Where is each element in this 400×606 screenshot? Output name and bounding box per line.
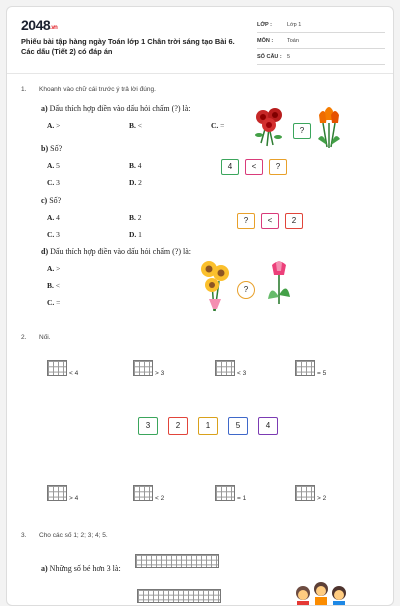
number-box[interactable]: 1 — [198, 417, 218, 435]
option-letter: D. — [129, 178, 137, 187]
sub-label: b) — [41, 144, 49, 153]
option[interactable] — [47, 213, 60, 222]
sub-text: Dấu thích hợp điền vào dấu hỏi chấm (?) là: — [50, 247, 191, 256]
option-letter: C. — [47, 298, 55, 307]
option-value: 5 — [56, 161, 60, 170]
option[interactable] — [47, 121, 60, 130]
option-letter: C. — [47, 230, 55, 239]
subquestion-a — [41, 564, 121, 573]
comparison-label: = 5 — [317, 370, 327, 377]
meta-value: 5 — [287, 54, 291, 60]
orange-tulips-image — [315, 105, 343, 149]
option-letter: D. — [129, 230, 137, 239]
sub-label: d) — [41, 247, 49, 256]
answer-circle[interactable]: ? — [237, 281, 255, 299]
sub-text: Dấu thích hợp điền vào dấu hỏi chấm (?) là: — [49, 104, 191, 113]
worksheet — [6, 6, 394, 606]
answer-grid[interactable] — [47, 360, 67, 376]
option[interactable] — [47, 230, 60, 239]
option[interactable] — [129, 213, 142, 222]
meta-question-count — [257, 51, 385, 65]
logo-text: 2048 — [21, 17, 51, 33]
meta-key: SỐ CÂU : — [257, 54, 282, 60]
question-number: 1. — [21, 86, 27, 93]
option[interactable] — [211, 121, 224, 130]
option[interactable] — [47, 264, 60, 273]
meta-subject — [257, 35, 385, 49]
number-box[interactable]: 5 — [228, 417, 248, 435]
meta-key: LỚP : — [257, 22, 272, 28]
option-letter: A. — [47, 161, 55, 170]
option-value: < — [137, 121, 142, 130]
number-box[interactable]: 3 — [138, 417, 158, 435]
option-letter: A. — [47, 121, 55, 130]
option-value: 1 — [138, 230, 142, 239]
option-value: < — [55, 281, 60, 290]
question-number: 2. — [21, 334, 27, 341]
comparison-label: < 4 — [69, 370, 79, 377]
option-value: 4 — [56, 213, 60, 222]
answer-grid[interactable] — [133, 360, 153, 376]
header-divider — [7, 73, 394, 74]
comparison-label: = 1 — [237, 495, 247, 502]
document-title: Phiếu bài tập hàng ngày Toán lớp 1 Chân trời sáng tạo Bài 6. Các dấu (Tiết 2) có đáp án — [21, 37, 235, 56]
option-value: 3 — [56, 178, 60, 187]
subquestion-c — [41, 196, 61, 205]
question-number: 3. — [21, 532, 27, 539]
logo-suffix: .vn — [50, 25, 58, 31]
sub-text: Số? — [49, 196, 62, 205]
number-box: 2 — [285, 213, 303, 229]
answer-box[interactable]: ? — [293, 123, 311, 139]
option-letter: B. — [129, 121, 136, 130]
number-box[interactable]: 4 — [258, 417, 278, 435]
comparison-label: < 2 — [155, 495, 165, 502]
answer-grid[interactable] — [215, 360, 235, 376]
sub-label: a) — [41, 104, 48, 113]
meta-value: Lớp 1 — [287, 22, 302, 28]
option-value: > — [56, 264, 61, 273]
option-value: = — [220, 121, 225, 130]
number-box: 4 — [221, 159, 239, 175]
question-text: Cho các số 1; 2; 3; 4; 5. — [39, 532, 108, 539]
pink-tulip-image — [265, 259, 293, 305]
sub-label: a) — [41, 564, 48, 573]
sub-text: Những số bé hơn 3 là: — [49, 564, 121, 573]
sub-label: c) — [41, 196, 48, 205]
writing-grid[interactable] — [135, 554, 219, 568]
answer-grid[interactable] — [215, 485, 235, 501]
option-letter: B. — [129, 161, 136, 170]
red-roses-image — [251, 105, 287, 147]
question-text: Khoanh vào chữ cái trước ý trả lời đúng. — [39, 86, 156, 93]
option[interactable] — [129, 178, 142, 187]
subquestion-a — [41, 104, 191, 113]
option-letter: A. — [47, 213, 55, 222]
option-letter: A. — [47, 264, 55, 273]
children-image — [291, 581, 351, 606]
answer-box[interactable]: ? — [269, 159, 287, 175]
answer-grid[interactable] — [47, 485, 67, 501]
subquestion-d — [41, 247, 191, 256]
option[interactable] — [129, 230, 142, 239]
option[interactable] — [47, 178, 60, 187]
option-value: 2 — [138, 178, 142, 187]
option[interactable] — [47, 281, 60, 290]
number-box[interactable]: 2 — [168, 417, 188, 435]
comparison-label: > 2 — [317, 495, 327, 502]
comparison-label: < 3 — [237, 370, 247, 377]
option[interactable] — [129, 161, 142, 170]
option-value: 4 — [137, 161, 142, 170]
option-letter: B. — [129, 213, 136, 222]
option-letter: B. — [47, 281, 54, 290]
sign-box: < — [245, 159, 263, 175]
sunflower-bouquet-image — [197, 257, 233, 313]
answer-grid[interactable] — [133, 485, 153, 501]
option[interactable] — [47, 298, 60, 307]
site-logo[interactable] — [21, 17, 57, 33]
subquestion-b — [41, 144, 62, 153]
question-text: Nối. — [39, 334, 51, 341]
option-value: 3 — [56, 230, 60, 239]
answer-grid[interactable] — [295, 485, 315, 501]
option[interactable] — [47, 161, 60, 170]
answer-box[interactable]: ? — [237, 213, 255, 229]
writing-grid[interactable] — [137, 589, 221, 603]
answer-grid[interactable] — [295, 360, 315, 376]
comparison-label: > 3 — [155, 370, 165, 377]
header — [7, 7, 394, 71]
sub-text: Số? — [50, 144, 63, 153]
option-value: 2 — [137, 213, 142, 222]
meta-value: Toán — [287, 38, 299, 44]
option-value: > — [56, 121, 61, 130]
comparison-label: > 4 — [69, 495, 79, 502]
option-letter: C. — [211, 121, 219, 130]
option[interactable] — [129, 121, 142, 130]
option-letter: C. — [47, 178, 55, 187]
meta-key: MÔN : — [257, 38, 274, 44]
sign-box: < — [261, 213, 279, 229]
meta-grade — [257, 19, 385, 33]
option-value: = — [56, 298, 61, 307]
